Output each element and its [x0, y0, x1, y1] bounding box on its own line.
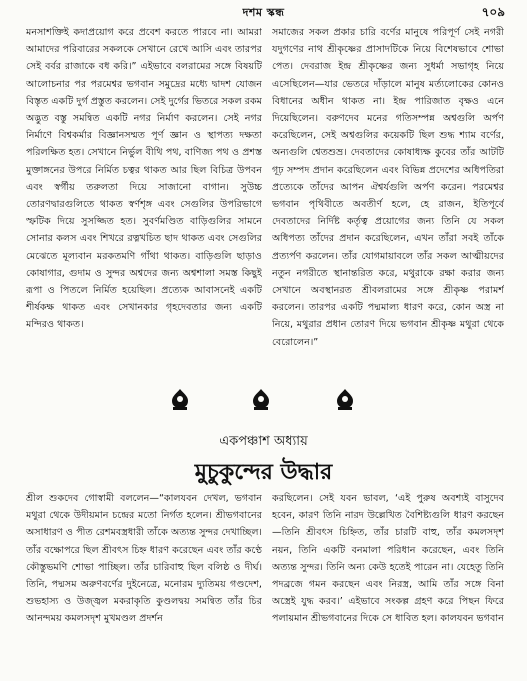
ornament-icon [334, 388, 356, 412]
top-left-column [26, 24, 262, 376]
page-number: ৭০৯ [481, 5, 505, 19]
chapter-title: মুচুকুন্দের উদ্ধার [194, 459, 333, 485]
top-left-paragraph: মনসাশক্তিই কদাপ্রয়োগ করে প্রবেশ করতে পারবে না। আমরা আমাদের পরিবারের সকলকে সেখানে রেখে আসি এবং তারপর সেই বর্বর রাজাকে বধ করি।” এইভাবে বলরামের সঙ্গে বিষয়টি আলোচনার পর পরমেশ্বর ভগবান সমুদ্রের মধ্যে দ্বাদশ যোজন বিস্তৃত একটি দুর্গ প্রস্তুত করলেন। সেই দুর্গের ভিতরে সকল রকম অদ্ভুত বস্তু সমন্বিত একটি নগর নির্মাণ করলেন। সেই নগর নির্মাণে বিশ্বকর্মার বিজ্ঞানসম্মত পূর্ণ জ্ঞান ও স্থাপত্য দক্ষতা পরিলক্ষিত হত। সেখানে নির্ভুল বীথি পথ, বাণিজ্য পথ ও প্রশস্ত মুক্তাঙ্গনের উপরে নির্মিত চত্বর থাকত আর ছিল বিচিত্র উপবন এবং স্বর্গীয় তরুলতা দিয়ে সাজানো বাগান। সুউচ্চ তোরণদ্বারগুলিতে থাকত স্বর্ণশৃঙ্গ এবং সেগুলির উপরিভাগে স্ফটিক দিয়ে সুসজ্জিত হত। সুবর্ণমণ্ডিত বাড়িগুলির সামনে সোনার কলস এবং শিখরে রত্নখচিত ছাদ থাকত এবং সেগুলির মেঝেতে মূল্যবান মরকতমণি গাঁথা থাকত। বাড়িগুলি ছাড়াও কোষাগার, গুদাম ও সুন্দর অশ্বদের জন্য অশ্বশালা সমস্ত কিছুই রূপা ও পিতলে নির্মিত হয়েছিল। প্রত্যেক আবাসনেই একটি শীর্ষকক্ষ থাকত এবং সেখানকার গৃহদেবতার জন্য একটি মন্দিরও থাকত। [26, 27, 262, 331]
ornament-icon [169, 388, 191, 412]
running-title: দশম স্কন্ধ [242, 6, 285, 19]
top-right-paragraph: সমাজের সকল প্রকার চারি বর্ণের মানুষে পরিপূর্ণ সেই নগরী যদুগণের নাথ শ্রীকৃষ্ণের প্রাসাদটিকে নিয়ে বিশেষভাবে শোভা পেত। দেবরাজ ইন্দ্র শ্রীকৃষ্ণের জন্য সুধর্মা সভাগৃহ নিয়ে এসেছিলেন—যার ভেতরে দাঁড়ালে মানুষ মর্ত্যলোকের কোনও বিধানের অধীন থাকত না। ইন্দ্র পারিজাত বৃক্ষও এনে দিয়েছিলেন। বরুণদেব মনের গতিসম্পন্ন অশ্বগুলি অর্পণ করেছিলেন, সেই অশ্বগুলির কয়েকটি ছিল শুদ্ধ শ্যাম বর্ণের, অন্যগুলি শ্বেতশুভ্র। দেবতাদের কোষাধ্যক্ষ কুবের তাঁর আটটি গূঢ় সম্পদ প্রদান করেছিলেন এবং বিভিন্ন প্রদেশের অধিপতিরা প্রত্যেকে তাঁদের আপন ঐশ্বর্যগুলি অর্পণ করেন। পরমেশ্বর ভগবান পৃথিবীতে অবতীর্ণ হলে, হে রাজন, ইতিপূর্বে দেবতাদের নির্দিষ্ট কর্তৃত্ব প্রয়োগের জন্য তিনি যে সকল অধিপত্য তাঁদের প্রদান করেছিলেন, এখন তাঁরা সবই তাঁকে প্রত্যর্পণ করলেন। তাঁর যোগমায়াবলে তাঁর সকল আত্মীয়দের নতুন নগরীতে স্থানান্তরিত করে, মথুরাকে রক্ষা করার জন্য সেখানে অবস্থানরত শ্রীবলরামের সঙ্গে শ্রীকৃষ্ণ পরামর্শ করলেন। তারপর একটি পদ্মমাল্য ধারণ করে, কোন অস্ত্র না নিয়ে, মথুরার প্রধান তোরণ দিয়ে ভগবান শ্রীকৃষ্ণ মথুরা থেকে বেরোলেন।” [272, 27, 504, 348]
bottom-right-paragraph: করছিলেন। সেই যবন ভাবল, ‘এই পুরুষ অবশ্যই বাসুদেব হবেন, কারণ তিনি নারদ উল্লেখিত বৈশিষ্ট্যগুলি ধারণ করছেন—তিনি শ্রীবৎস চিহ্নিত, তাঁর চারটি বাহু, তাঁর কমলসদৃশ নয়ন, তিনি একটি বনমালা পরিধান করেছেন, এবং তিনি অত্যন্ত সুন্দর। তিনি অন্য কেউ হতেই পারেন না। যেহেতু তিনি পদব্রজে গমন করছেন এবং নিরস্ত্র, আমি তাঁর সঙ্গে বিনা অস্ত্রেই যুদ্ধ করব।’ এইভাবে সংকল্প গ্রহণ করে পিছন ফিরে পলায়মান শ্রীভগবানের দিকে সে ধাবিত হল। কালযবন ভগবান [272, 493, 504, 625]
ornament-icon [250, 388, 272, 412]
bottom-left-paragraph: শ্রীল শুকদেব গোস্বামী বললেন—“কালযবন দেখল, ভগবান মথুরা থেকে উদীয়মান চন্দ্রের মতো নির্গত হলেন। শ্রীভগবানের অসাধারণ ও পীত রেশমবস্ত্রধারী তাঁকে অত্যন্ত সুন্দর দেখাচ্ছিল। তাঁর বক্ষোপরে ছিল শ্রীবৎস চিহ্ন ধারণ করেছেন এবং তাঁর কণ্ঠে কৌস্তুভমণি শোভা পাচ্ছিল। তাঁর চারিবাহু ছিল বলিষ্ঠ ও দীর্ঘ। তিনি, পদ্মসম অরুণবর্ণের দুইনেত্রে, মনোরম দ্যুতিময় গণ্ডদেশ, শুভহাস্য ও উজ্জ্বল মকরাকৃতি কুণ্ডলদ্বয় সমন্বিত তাঁর চির আনন্দময় কমলসদৃশ মুখমণ্ডল প্রদর্শন [26, 493, 262, 625]
top-right-column [272, 24, 504, 376]
bottom-left-column [26, 490, 262, 676]
section-divider [0, 386, 527, 416]
running-head [0, 4, 527, 20]
bottom-right-column [272, 490, 504, 676]
chapter-number: একপঞ্চাশ অধ্যায় [219, 434, 308, 449]
